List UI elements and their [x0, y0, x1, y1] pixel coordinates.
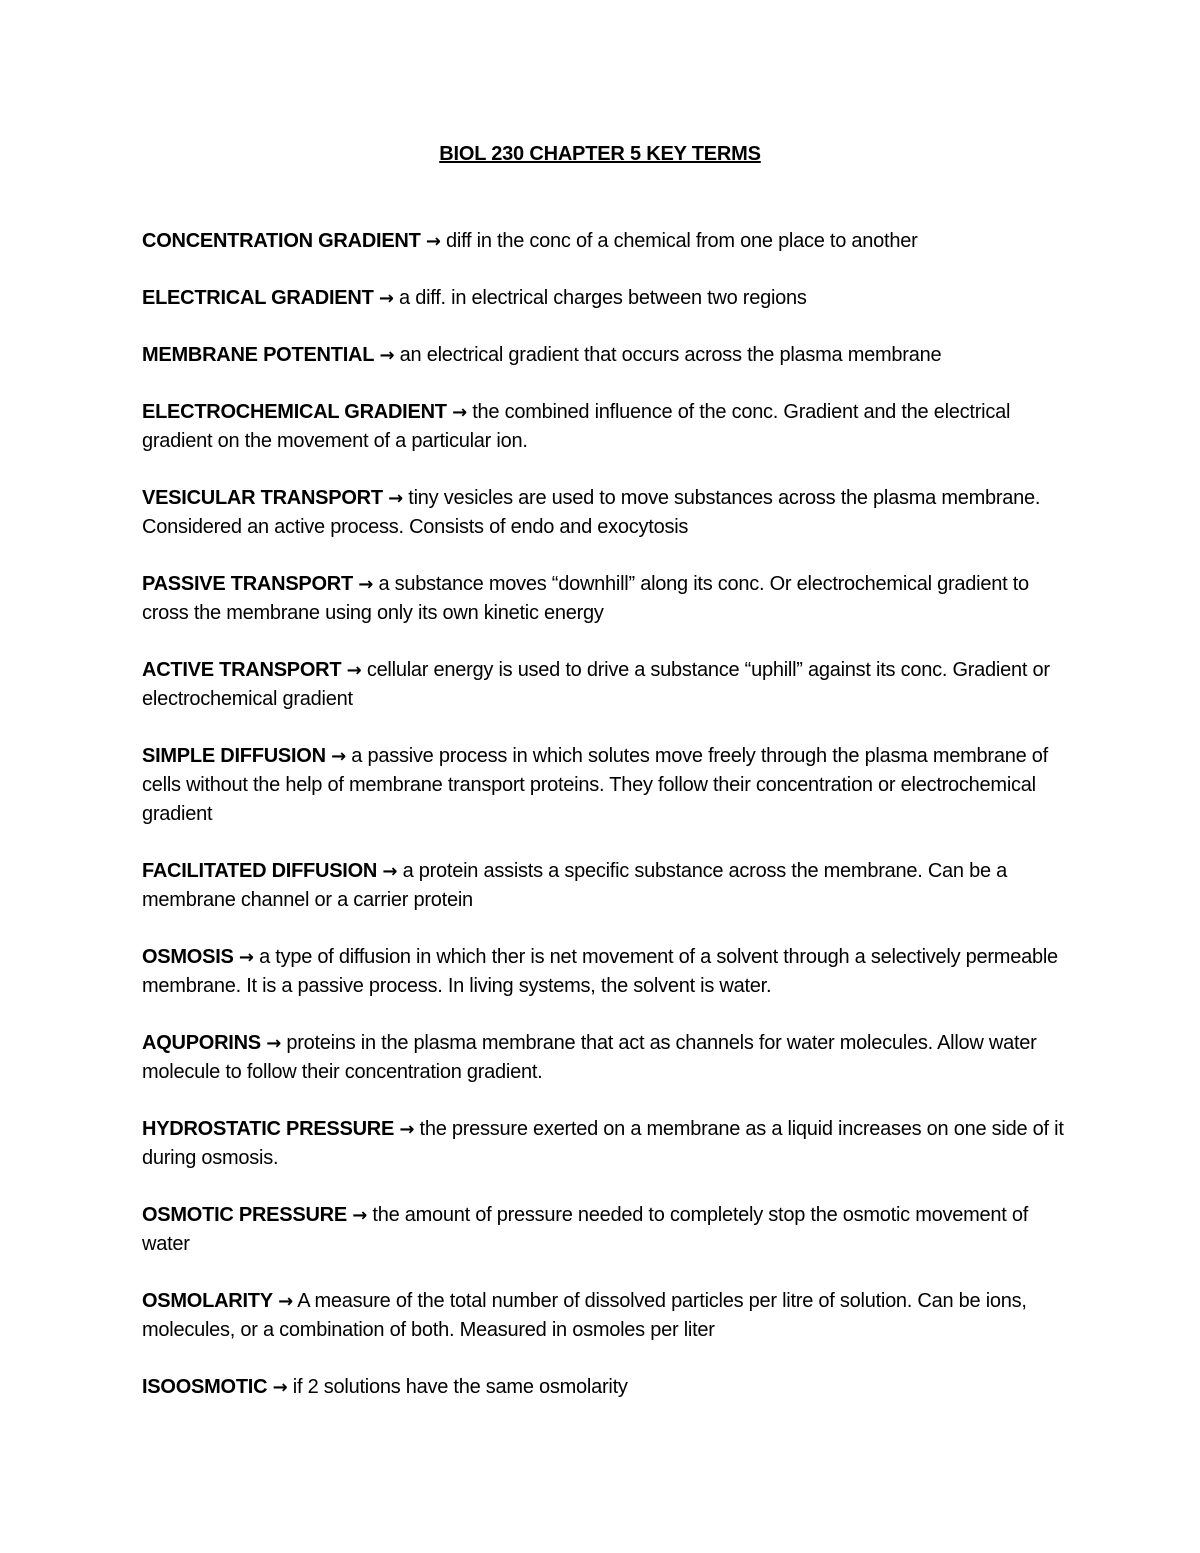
term-definition: a protein assists a specific substance across the membrane. Can be a membrane channel or a carrier protein — [142, 860, 1008, 911]
term-name: OSMOLARITY — [142, 1290, 273, 1312]
term-definition: a passive process in which solutes move freely through the plasma membrane of cells without the help of membrane transport proteins. They follow their concentration or electrochemical gradient — [142, 745, 1048, 825]
term-entry — [142, 1373, 1072, 1402]
term-definition: proteins in the plasma membrane that act as channels for water molecules. Allow water molecule to follow their concentration gradient. — [142, 1032, 1037, 1083]
term-name: OSMOSIS — [142, 946, 234, 968]
term-name: MEMBRANE POTENTIAL — [142, 344, 375, 366]
term-entry — [142, 227, 1072, 256]
term-definition: tiny vesicles are used to move substances across the plasma membrane. Considered an active process. Consists of endo and exocytosis — [142, 487, 1041, 538]
term-name: SIMPLE DIFFUSION — [142, 745, 326, 767]
arrow-right-icon: → — [452, 402, 467, 423]
key-terms-list — [142, 227, 1072, 1430]
arrow-right-icon: → — [272, 1377, 288, 1398]
term-name: ACTIVE TRANSPORT — [142, 659, 342, 681]
term-definition: a type of diffusion in which ther is net movement of a solvent through a selectively permeable membrane. It is a passive process. In living systems, the solvent is water. — [142, 946, 1058, 997]
document-title: BIOL 230 CHAPTER 5 KEY TERMS — [439, 143, 761, 165]
term-name: AQUPORINS — [142, 1032, 261, 1054]
arrow-right-icon: → — [352, 1205, 368, 1226]
term-definition: the pressure exerted on a membrane as a liquid increases on one side of it during osmosis. — [142, 1118, 1064, 1169]
term-entry — [142, 1287, 1072, 1345]
arrow-right-icon: → — [425, 231, 441, 252]
term-definition: a substance moves “downhill” along its conc. Or electrochemical gradient to cross the membrane using only its own kinetic energy — [142, 573, 1029, 624]
term-name: CONCENTRATION GRADIENT — [142, 230, 421, 252]
arrow-right-icon: → — [266, 1033, 282, 1054]
term-entry — [142, 857, 1072, 915]
term-name: HYDROSTATIC PRESSURE — [142, 1118, 395, 1140]
term-entry — [142, 742, 1072, 829]
term-definition: diff in the conc of a chemical from one place to another — [446, 230, 918, 252]
arrow-right-icon: → — [378, 288, 394, 309]
term-entry — [142, 943, 1072, 1001]
term-entry — [142, 656, 1072, 714]
term-entry — [142, 484, 1072, 542]
term-name: ELECTRICAL GRADIENT — [142, 287, 374, 309]
term-name: FACILITATED DIFFUSION — [142, 860, 378, 882]
term-name: ELECTROCHEMICAL GRADIENT — [142, 401, 447, 423]
arrow-right-icon: → — [358, 574, 374, 595]
arrow-right-icon: → — [331, 746, 346, 767]
term-definition: A measure of the total number of dissolved particles per litre of solution. Can be ions, molecules, or a combination of both. Measured in osmoles per liter — [142, 1290, 1027, 1341]
term-entry — [142, 398, 1072, 456]
arrow-right-icon: → — [238, 947, 254, 968]
arrow-right-icon: → — [278, 1291, 293, 1312]
term-definition: if 2 solutions have the same osmolarity — [292, 1376, 628, 1398]
term-definition: an electrical gradient that occurs across the plasma membrane — [399, 344, 942, 366]
term-name: ISOOSMOTIC — [142, 1376, 268, 1398]
arrow-right-icon: → — [382, 861, 398, 882]
term-name: PASSIVE TRANSPORT — [142, 573, 353, 595]
term-entry — [142, 1029, 1072, 1087]
arrow-right-icon: → — [379, 345, 395, 366]
term-definition: a diff. in electrical charges between two regions — [399, 287, 807, 309]
arrow-right-icon: → — [346, 660, 362, 681]
term-definition: the amount of pressure needed to completely stop the osmotic movement of water — [142, 1204, 1029, 1255]
term-entry — [142, 284, 1072, 313]
term-entry — [142, 1115, 1072, 1173]
term-entry — [142, 570, 1072, 628]
term-definition: cellular energy is used to drive a substance “uphill” against its conc. Gradient or electrochemical gradient — [142, 659, 1050, 710]
arrow-right-icon: → — [388, 488, 403, 509]
term-name: OSMOTIC PRESSURE — [142, 1204, 347, 1226]
term-definition: the combined influence of the conc. Gradient and the electrical gradient on the movement of a particular ion. — [142, 401, 1011, 452]
term-name: VESICULAR TRANSPORT — [142, 487, 383, 509]
arrow-right-icon: → — [399, 1119, 415, 1140]
term-entry — [142, 341, 1072, 370]
term-entry — [142, 1201, 1072, 1259]
